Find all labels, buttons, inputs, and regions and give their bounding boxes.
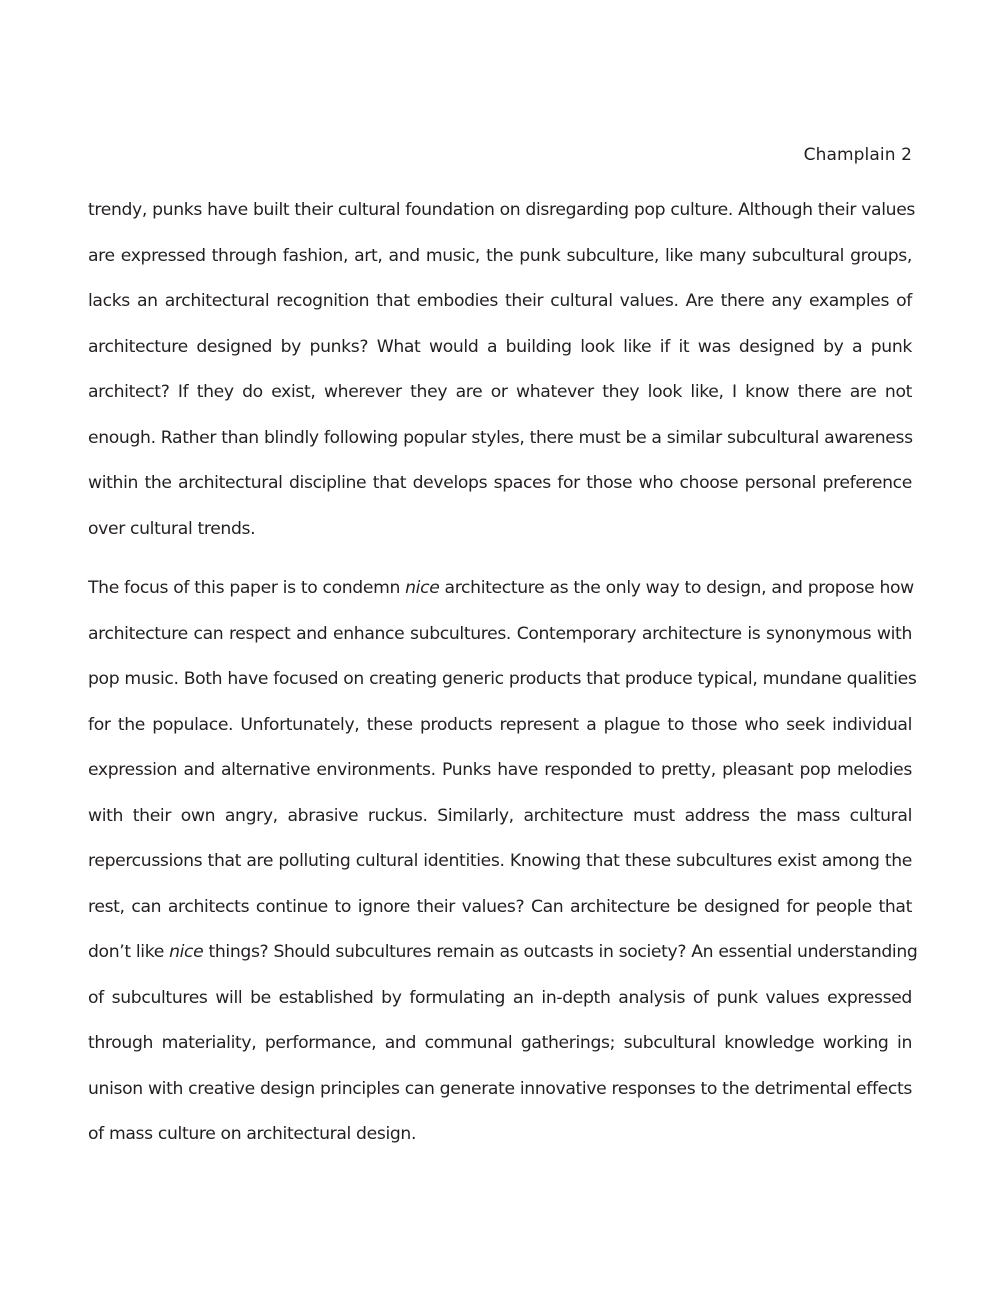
text-line: enough. Rather than blindly following popular styles, there must be a similar subcultural awareness [88,427,913,448]
text-line: lacks an architectural recognition that embodies their cultural values. Are there any examples of [88,291,912,311]
text-line: of subcultures will be established by formulating an in-depth analysis of punk values expressed [88,987,912,1008]
text-line: architecture designed by punks? What would a building look like if it was designed by a punk [88,336,912,357]
text-line: through materiality, performance, and communal gatherings; subcultural knowledge working in [88,1033,912,1053]
text-segment: The focus of this paper is to condemn [88,578,406,598]
text-line: rest, can architects continue to ignore their values? Can architecture be designed for people that [88,896,912,917]
paragraph-2 [88,566,918,1158]
text-line: with their own angry, abrasive ruckus. Similarly, architecture must address the mass cultural [88,805,912,826]
text-segment: architecture as the only way to design, and propose how [439,578,914,598]
text-line: within the architectural discipline that develops spaces for those who choose personal preference [88,473,912,493]
text-line: are expressed through fashion, art, and music, the punk subculture, like many subcultural groups, [88,245,912,266]
text-line: trendy, punks have built their cultural foundation on disregarding pop culture. Although their values [88,200,916,220]
text-line: pop music. Both have focused on creating generic products that produce typical, mundane qualities [88,669,917,689]
text-line: architect? If they do exist, wherever they are or whatever they look like, I know there are not [88,382,912,402]
italic-emphasis: nice [405,578,440,598]
text-line: architecture can respect and enhance subcultures. Contemporary architecture is synonymous with [88,623,912,644]
italic-emphasis: nice [169,942,204,962]
running-head: Champlain 2 [803,145,912,165]
text-line: expression and alternative environments. Punks have responded to pretty, pleasant pop melodies [88,760,912,780]
text-line: for the populace. Unfortunately, these products represent a plague to those who seek individual [88,714,912,735]
text-line [88,566,912,612]
text-line: of mass culture on architectural design. [88,1124,417,1144]
text-segment: things? Should subcultures remain as outcasts in society? An essential understanding [203,942,918,962]
text-line: unison with creative design principles can generate innovative responses to the detrimental effects [88,1078,912,1099]
paragraph-1 [88,188,916,552]
text-segment: don’t like [88,942,170,962]
text-line: repercussions that are polluting cultural identities. Knowing that these subcultures exist among the [88,851,912,871]
text-line: over cultural trends. [88,518,256,539]
text-line [88,930,918,976]
